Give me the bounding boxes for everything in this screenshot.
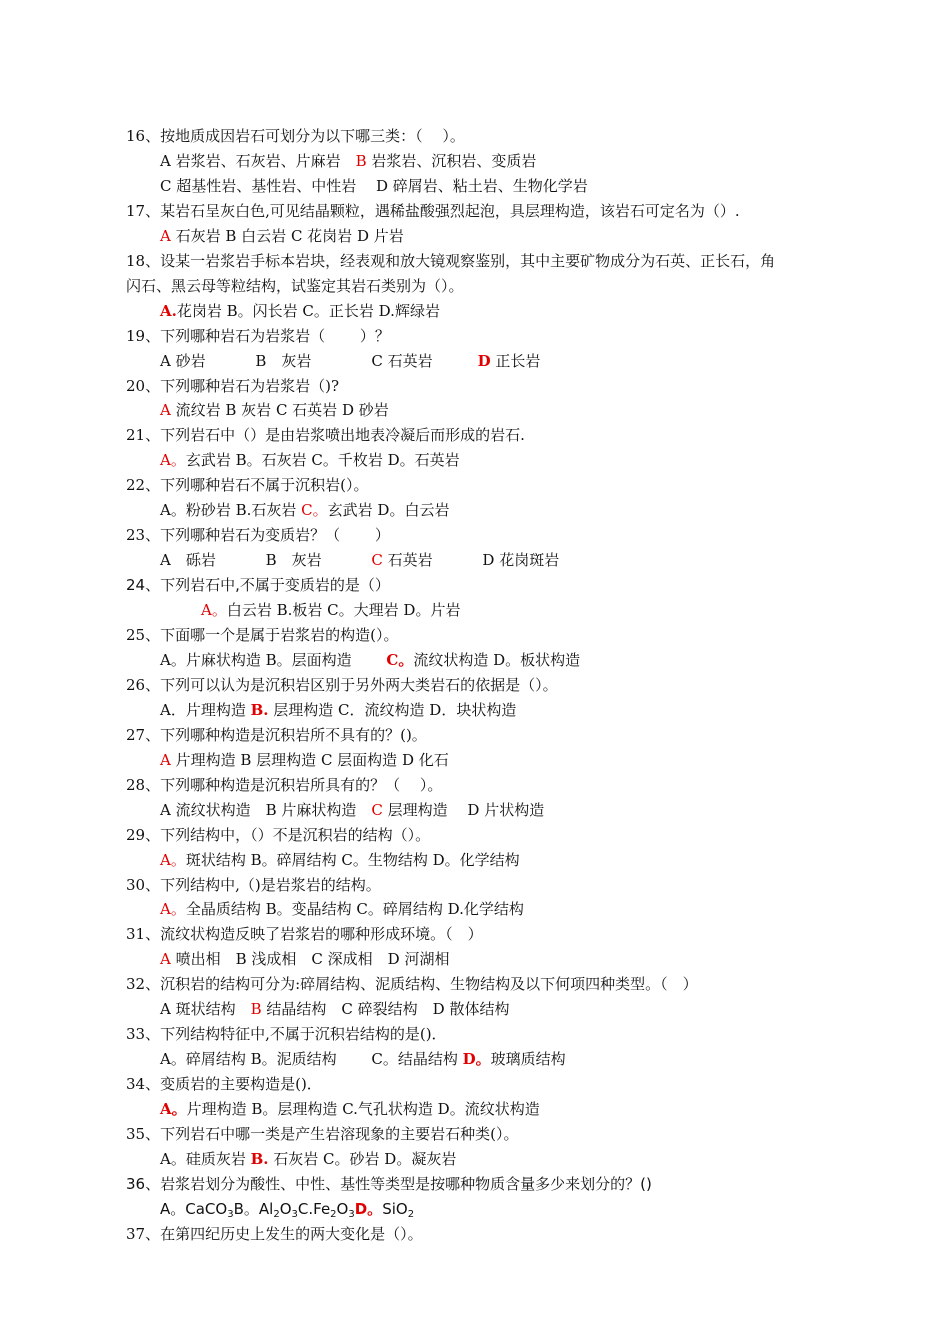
formula-subscript: 3 bbox=[291, 1208, 298, 1220]
question-text bbox=[126, 924, 483, 944]
question-text bbox=[126, 974, 698, 994]
question-text bbox=[126, 425, 525, 445]
question-stem: 30、下列结构中,（)是岩浆岩的结构。 bbox=[126, 875, 381, 894]
question-text bbox=[126, 875, 381, 895]
question-stem: 26、下列可以认为是沉积岩区别于另外两大类岩石的依据是（）。 bbox=[126, 675, 558, 694]
formula-subscript: 3 bbox=[348, 1208, 355, 1220]
answer-key: A bbox=[160, 750, 171, 769]
option-text: A。硅质灰岩 bbox=[160, 1149, 251, 1168]
answer-options bbox=[160, 999, 509, 1019]
question-text bbox=[126, 1224, 423, 1244]
answer-options bbox=[160, 850, 520, 870]
formula-text: O bbox=[336, 1199, 349, 1218]
option-text: 流纹状构造 D。板状构造 bbox=[413, 650, 581, 669]
answer-key: A. bbox=[160, 301, 177, 320]
question-stem: 31、流纹状构造反映了岩浆岩的哪种形成环境。（ ） bbox=[126, 925, 483, 944]
question-text bbox=[126, 725, 427, 745]
answer-key: C。 bbox=[386, 650, 414, 669]
answer-options bbox=[160, 226, 404, 246]
question-stem: 22、下列哪种岩石不属于沉积岩(）。 bbox=[126, 476, 369, 495]
answer-options bbox=[160, 700, 516, 720]
question-text bbox=[126, 126, 465, 146]
question-text bbox=[126, 525, 390, 545]
option-text: 片理构造 B。层理构造 C.气孔状构造 D。流纹状构造 bbox=[186, 1100, 540, 1119]
answer-key: A。 bbox=[160, 451, 186, 470]
question-text bbox=[126, 575, 390, 595]
option-text: A。片麻状构造 B。层面构造 bbox=[160, 650, 387, 669]
question-text bbox=[126, 326, 390, 346]
option-text: A．片理构造 bbox=[160, 700, 251, 719]
question-text bbox=[126, 376, 339, 396]
answer-options bbox=[160, 550, 559, 570]
option-text: 层理构造 C．流纹构造 D．块状构造 bbox=[268, 700, 517, 719]
question-stem: 27、下列哪种构造是沉积岩所不具有的？()。 bbox=[126, 725, 427, 744]
option-text: C 超基性岩、基性岩、中性岩 D 碎屑岩、粘土岩、生物化学岩 bbox=[160, 176, 588, 195]
answer-options bbox=[160, 1049, 566, 1069]
question-stem: 33、下列结构特征中,不属于沉积岩结构的是()． bbox=[126, 1025, 447, 1044]
question-text bbox=[126, 1124, 518, 1144]
formula-subscript: 2 bbox=[407, 1208, 415, 1220]
question-stem: 37、在第四纪历史上发生的两大变化是（）。 bbox=[126, 1224, 423, 1243]
answer-options bbox=[160, 151, 536, 171]
answer-options bbox=[160, 400, 389, 420]
option-text: 岩浆岩、沉积岩、变质岩 bbox=[366, 151, 537, 170]
option-text: 片理构造 B 层理构造 C 层面构造 D 化石 bbox=[170, 750, 449, 769]
answer-key: A。 bbox=[160, 900, 186, 919]
answer-options bbox=[160, 301, 440, 321]
question-stem: 35、下列岩石中哪一类是产生岩溶现象的主要岩石种类(）。 bbox=[126, 1125, 519, 1143]
option-text: 玄武岩 D。白云岩 bbox=[327, 501, 450, 520]
option-text: 结晶结构 C 碎裂结构 D 散体结构 bbox=[261, 1000, 510, 1019]
answer-key: B bbox=[250, 1000, 262, 1019]
answer-options bbox=[160, 1149, 456, 1169]
question-stem: 36、岩浆岩划分为酸性、中性、基性等类型是按哪种物质含量多少来划分的？() bbox=[126, 1174, 652, 1193]
answer-options bbox=[160, 899, 524, 919]
option-text: 石灰岩 C。砂岩 D。凝灰岩 bbox=[268, 1149, 457, 1168]
answer-key: C bbox=[371, 800, 383, 819]
answer-key: A。 bbox=[160, 1100, 187, 1119]
question-text bbox=[126, 675, 558, 695]
question-text bbox=[126, 1024, 447, 1044]
option-text: A 砾岩 B 灰岩 bbox=[160, 551, 372, 570]
formula-subscript: 3 bbox=[227, 1208, 234, 1220]
question-text bbox=[126, 201, 740, 221]
answer-key: B. bbox=[250, 1149, 269, 1168]
answer-key: A bbox=[160, 950, 171, 969]
question-stem-continued: 闪石、黑云母等粒结构，试鉴定其岩石类别为（）。 bbox=[126, 276, 464, 295]
answer-options bbox=[160, 500, 449, 520]
answer-key: C。 bbox=[301, 501, 328, 520]
question-text bbox=[126, 475, 368, 495]
question-stem: 29、下列结构中，（）不是沉积岩的结构（）。 bbox=[126, 825, 431, 844]
answer-key: D。 bbox=[462, 1050, 491, 1069]
question-stem: 18、设某一岩浆岩手标本岩块，经表观和放大镜观察鉴别，其中主要矿物成分为石英、正长石，角 bbox=[126, 251, 776, 270]
question-stem: 17、某岩石呈灰白色,可见结晶颗粒，遇稀盐酸强烈起泡，具层理构造，该岩石可定名为（）. bbox=[126, 201, 740, 220]
answer-key: D。 bbox=[354, 1199, 383, 1218]
question-text bbox=[126, 625, 398, 645]
option-text: 花岗岩 B。闪长岩 C。正长岩 D.辉绿岩 bbox=[176, 301, 440, 320]
answer-options bbox=[160, 1099, 540, 1119]
question-stem: 23、下列哪种岩石为变质岩？（ ） bbox=[126, 526, 390, 545]
question-stem: 28、下列哪种构造是沉积岩所具有的？（ ）。 bbox=[126, 775, 443, 794]
option-text: 全晶质结构 B。变晶结构 C。碎屑结构 D.化学结构 bbox=[185, 900, 524, 919]
answer-key: C bbox=[371, 551, 383, 570]
question-stem: 20、下列哪种岩石为岩浆岩（)? bbox=[126, 376, 339, 395]
answer-key: B bbox=[355, 151, 367, 170]
question-text bbox=[126, 825, 430, 845]
option-text: 流纹岩 B 灰岩 C 石英岩 D 砂岩 bbox=[170, 401, 389, 420]
answer-key: B. bbox=[250, 700, 269, 719]
question-text bbox=[126, 775, 442, 795]
option-text: 玻璃质结构 bbox=[490, 1050, 566, 1069]
answer-options bbox=[160, 351, 540, 371]
option-text: A 流纹状构造 B 片麻状构造 bbox=[160, 800, 372, 819]
option-text: 玄武岩 B。石灰岩 C。千枚岩 D。石英岩 bbox=[185, 451, 460, 470]
formula-text: SiO bbox=[382, 1199, 408, 1218]
option-text: 石灰岩 B 白云岩 C 花岗岩 D 片岩 bbox=[170, 226, 404, 245]
option-text: 正长岩 bbox=[490, 351, 541, 370]
option-text: A。粉砂岩 B.石灰岩 bbox=[160, 501, 302, 520]
formula-text: O bbox=[279, 1199, 292, 1218]
answer-options bbox=[201, 600, 460, 620]
answer-options bbox=[160, 949, 449, 969]
answer-options bbox=[160, 176, 588, 196]
question-stem: 21、下列岩石中（）是由岩浆喷出地表冷凝后而形成的岩石. bbox=[126, 426, 525, 445]
formula-text: A。CaCO bbox=[160, 1199, 228, 1218]
formula-text: B。Al bbox=[233, 1199, 274, 1218]
answer-key: A。 bbox=[160, 850, 186, 869]
answer-key: A bbox=[160, 401, 171, 420]
option-text: 层理构造 D 片状构造 bbox=[382, 800, 545, 819]
answer-options bbox=[160, 800, 544, 820]
question-stem: 16、按地质成因岩石可划分为以下哪三类：（ ）。 bbox=[126, 127, 465, 145]
question-text-continued bbox=[126, 276, 464, 296]
option-text: 石英岩 D 花岗斑岩 bbox=[382, 551, 560, 570]
question-text bbox=[126, 1074, 322, 1094]
answer-key: D bbox=[477, 351, 491, 370]
answer-key: A。 bbox=[201, 601, 227, 620]
option-text: 喷出相 B 浅成相 C 深成相 D 河湖相 bbox=[170, 950, 450, 969]
option-text: 白云岩 B.板岩 C。大理岩 D。片岩 bbox=[226, 601, 461, 620]
answer-key: A bbox=[160, 226, 171, 245]
option-text: 斑状结构 B。碎屑结构 C。生物结构 D。化学结构 bbox=[185, 850, 520, 869]
answer-options bbox=[160, 750, 449, 770]
formula-subscript: 2 bbox=[330, 1208, 337, 1220]
option-text: A。碎屑结构 B。泥质结构 C。结晶结构 bbox=[160, 1050, 463, 1069]
answer-options-formula bbox=[160, 1199, 414, 1219]
option-text: A 斑状结构 bbox=[160, 1000, 251, 1019]
question-text bbox=[126, 251, 775, 271]
answer-options bbox=[160, 450, 460, 470]
formula-text: C.Fe bbox=[297, 1199, 331, 1218]
formula-subscript: 2 bbox=[273, 1208, 280, 1220]
question-stem: 34、变质岩的主要构造是()． bbox=[126, 1075, 322, 1094]
question-stem: 19、下列哪种岩石为岩浆岩（ ）？ bbox=[126, 326, 390, 345]
question-stem: 24、下列岩石中,不属于变质岩的是（） bbox=[126, 576, 390, 595]
answer-options bbox=[160, 650, 580, 670]
question-text bbox=[126, 1174, 652, 1194]
option-text: A 砂岩 B 灰岩 C 石英岩 bbox=[160, 351, 478, 370]
question-stem: 32、沉积岩的结构可分为:碎屑结构、泥质结构、生物结构及以下何项四种类型。（ ） bbox=[126, 975, 698, 994]
question-stem: 25、下面哪一个是属于岩浆岩的构造(）。 bbox=[126, 626, 399, 644]
option-text: A 岩浆岩、石灰岩、片麻岩 bbox=[160, 151, 356, 170]
